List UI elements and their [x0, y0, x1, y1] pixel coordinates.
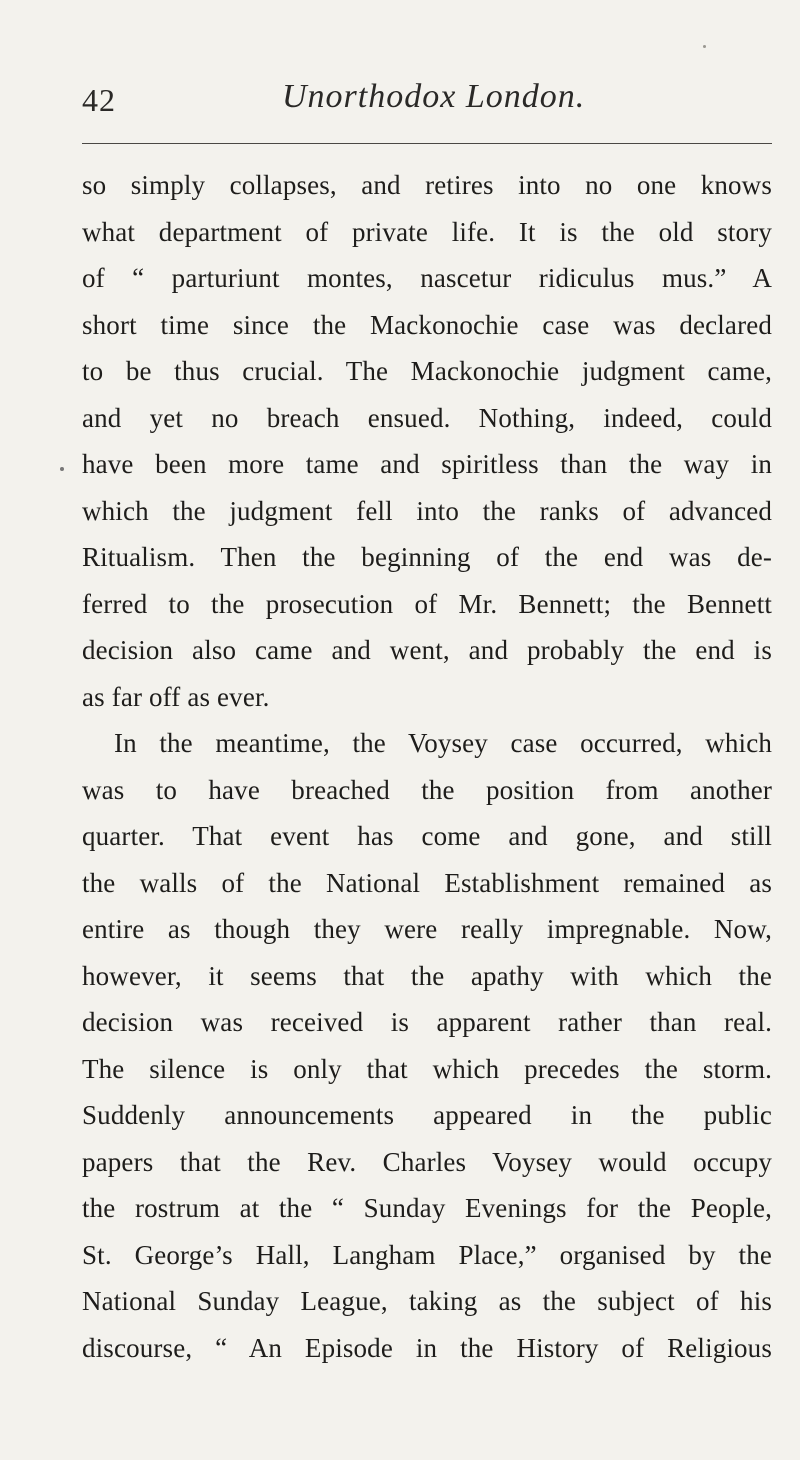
text-line-20: The silence is only that which precedes the storm. — [82, 1053, 772, 1084]
text-line-19: decision was received is apparent rather than real. — [82, 1007, 772, 1037]
running-title: Unorthodox London. — [282, 78, 586, 115]
text-line-10: ferred to the prosecution of Mr. Bennett; the Bennett — [82, 588, 772, 619]
page-number: 42 — [82, 82, 116, 118]
text-line-15: quarter. That event has come and gone, and still — [82, 821, 772, 851]
text-line-9: Ritualism. Then the beginning of the end was de- — [82, 542, 772, 572]
text-line-13: In the meantime, the Voysey case occurred, which — [114, 728, 772, 758]
text-line-3: of “ parturiunt montes, nascetur ridiculus mus.” A — [82, 263, 772, 293]
text-line-14: was to have breached the position from another — [82, 774, 772, 805]
paper-speck — [703, 45, 706, 48]
text-line-5: to be thus crucial. The Mackonochie judgment came, — [82, 356, 772, 386]
text-line-17: entire as though they were really impregnable. Now, — [82, 914, 772, 944]
running-head — [82, 78, 772, 128]
text-line-26: discourse, “ An Episode in the History of Religious — [82, 1332, 772, 1363]
margin-mark — [60, 467, 64, 471]
text-line-8: which the judgment fell into the ranks of advanced — [82, 495, 772, 526]
text-line-23: the rostrum at the “ Sunday Evenings for the People, — [82, 1193, 772, 1223]
text-line-1: so simply collapses, and retires into no one knows — [82, 170, 772, 200]
body-text — [82, 162, 772, 1371]
text-line-2: what department of private life. It is the old story — [82, 216, 772, 247]
text-line-25: National Sunday League, taking as the subject of his — [82, 1286, 772, 1316]
text-line-7: have been more tame and spiritless than the way in — [82, 449, 772, 479]
text-line-11: decision also came and went, and probably the end is — [82, 635, 772, 665]
text-line-21: Suddenly announcements appeared in the public — [82, 1100, 772, 1130]
text-line-22: papers that the Rev. Charles Voysey would occupy — [82, 1146, 772, 1177]
text-line-24: St. George’s Hall, Langham Place,” organised by the — [82, 1239, 772, 1270]
text-line-12: as far off as ever. — [82, 681, 270, 712]
text-line-18: however, it seems that the apathy with which the — [82, 960, 772, 991]
header-rule — [82, 143, 772, 144]
text-line-16: the walls of the National Establishment remained as — [82, 867, 772, 898]
text-line-6: and yet no breach ensued. Nothing, indeed, could — [82, 402, 772, 433]
text-line-4: short time since the Mackonochie case was declared — [82, 309, 772, 340]
